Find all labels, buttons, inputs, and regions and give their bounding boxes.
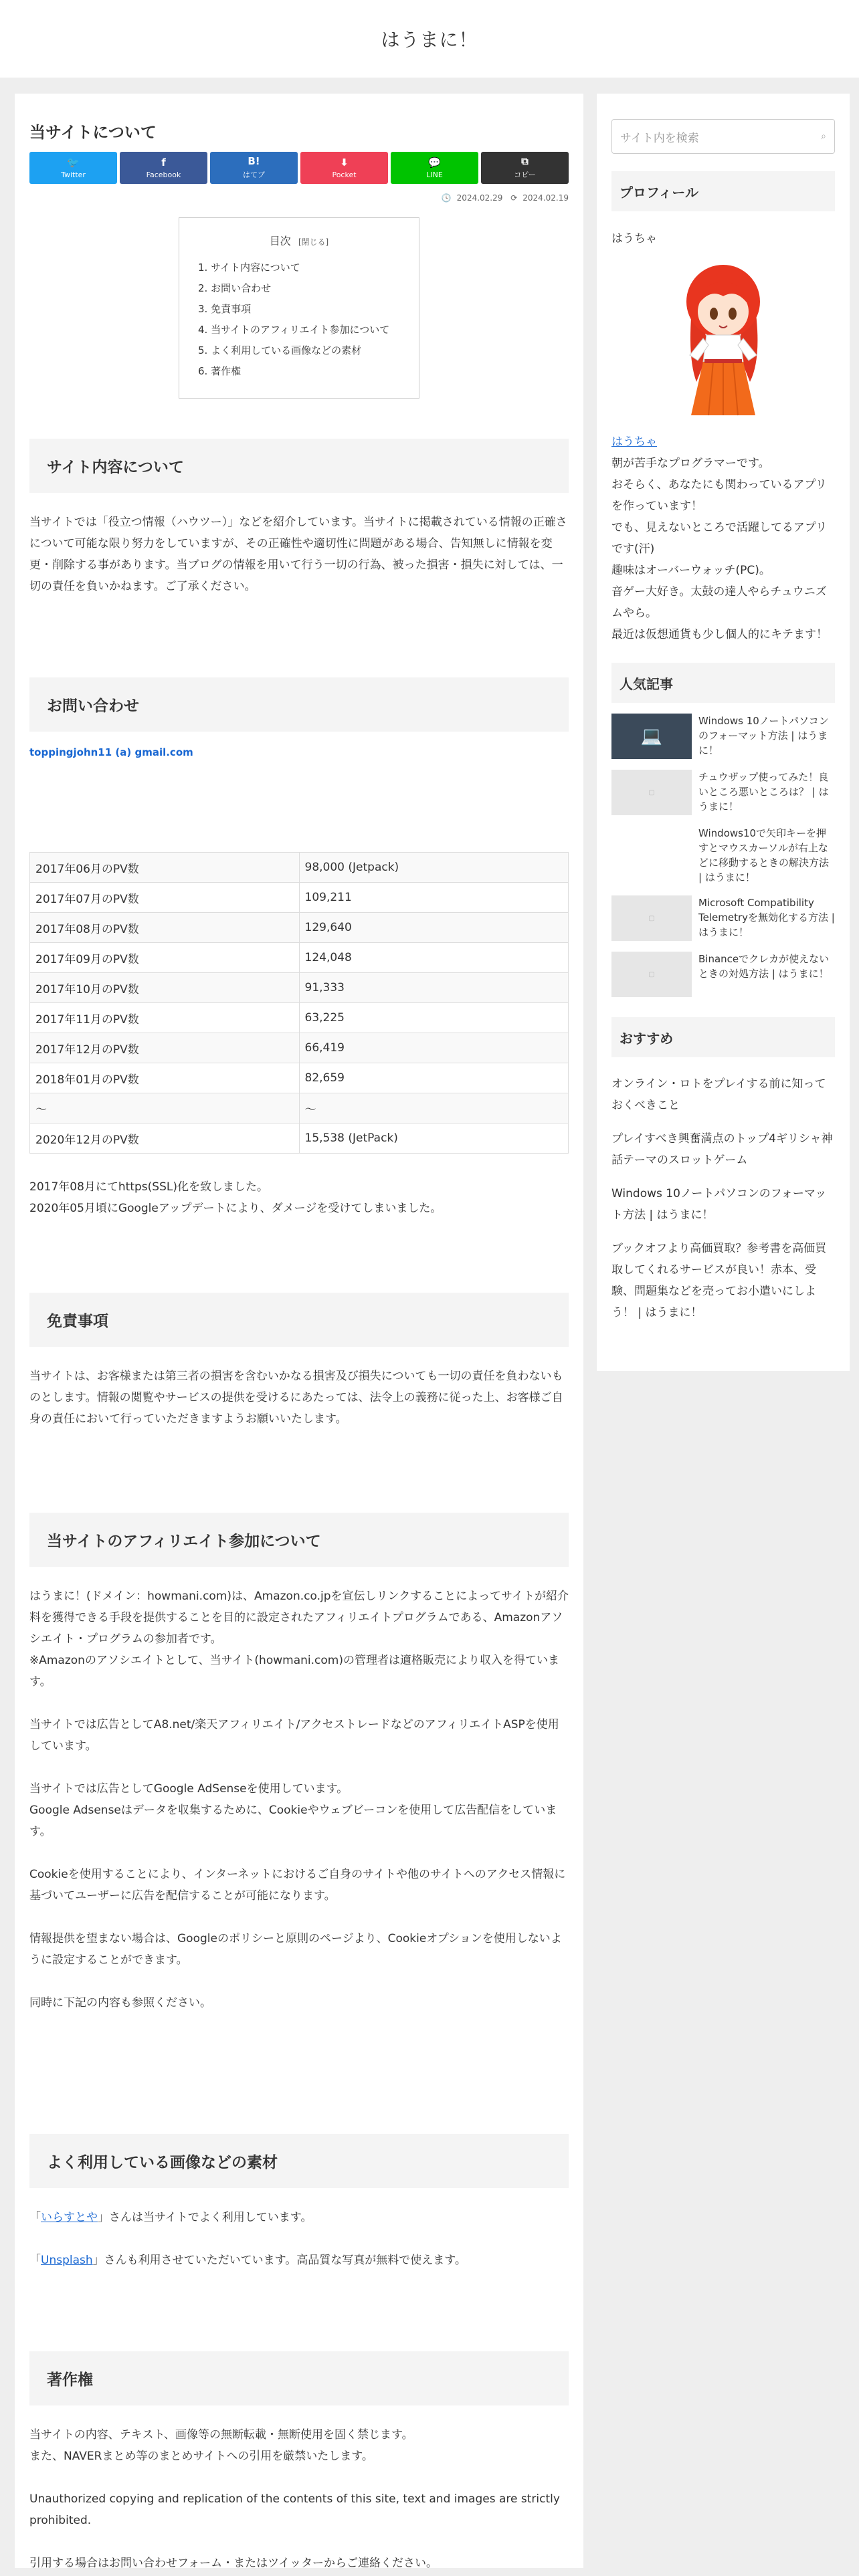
image-placeholder-icon: ▢ <box>648 970 655 978</box>
popular-thumbnail[interactable] <box>611 770 692 815</box>
affiliate-text-4: Cookieを使用することにより、インターネットにおけるご自身のサイトや他のサイトへのアクセス情報に基づいてユーザーに広告を配信することが可能になります。 <box>29 1868 566 1903</box>
table-row <box>30 1033 569 1063</box>
table-row <box>30 943 569 973</box>
affiliate-text-3b: Google Adsenseはデータを収集するために、Cookieやウェブビーコンを使用して広告配信をしています。 <box>29 1804 557 1838</box>
bracket-open: 「 <box>29 2254 41 2267</box>
pv-month-cell: 2020年12月のPV数 <box>30 1123 300 1154</box>
materials-line-2 <box>29 2250 569 2271</box>
profile-link-text[interactable]: はうちゃ <box>611 435 657 449</box>
share-label: Twitter <box>61 170 86 179</box>
contact-email-link[interactable]: toppingjohn11 (a) gmail.com <box>29 746 193 758</box>
post-dates <box>29 193 569 203</box>
profile-name: はうちゃ <box>611 232 657 245</box>
profile-link[interactable] <box>611 431 835 453</box>
pv-value-cell: 91,333 <box>299 973 569 1003</box>
line-icon: 💬 <box>428 156 441 169</box>
irasutoya-link[interactable]: いらすとや <box>41 2211 98 2224</box>
popular-thumbnail[interactable] <box>611 714 692 759</box>
image-placeholder-icon: ▢ <box>648 788 655 796</box>
affiliate-text-5: 情報提供を望まない場合は、Googleのポリシーと原則のページより、Cookieオプションを使用しないように設定することができます。 <box>29 1932 562 1967</box>
unsplash-link[interactable]: Unsplash <box>41 2254 93 2267</box>
laptop-icon: 💻 <box>640 726 663 746</box>
popular-item[interactable] <box>611 952 835 997</box>
toc-item[interactable]: 2. お問い合わせ <box>198 282 272 294</box>
popular-item[interactable] <box>611 826 835 885</box>
pv-month-cell: 2017年09月のPV数 <box>30 943 300 973</box>
pv-value-cell: 109,211 <box>299 883 569 913</box>
pv-month-cell: 2017年06月のPV数 <box>30 853 300 883</box>
share-copy-button[interactable] <box>481 152 569 184</box>
pv-month-cell: 2017年11月のPV数 <box>30 1003 300 1033</box>
profile-bio: 朝が苦手なプログラマーです。 おそらく、あなたにも関わっているアプリを作っています！ でも、見えないところで活躍してるアプリです(汗) 趣味はオーバーウォッチ(PC)。 音ゲー大好き。太鼓の達人やらチュウニズムやら。 最近は仮想通貨も少し個人的にキテます！ <box>611 457 828 641</box>
toc-title: 目次 <box>269 235 291 247</box>
pv-value-cell: 66,419 <box>299 1033 569 1063</box>
table-row <box>30 973 569 1003</box>
popular-title[interactable]: Windows10で矢印キーを押すとマウスカーソルが右上などに移動するときの解決方法 | はうまに！ <box>698 827 830 883</box>
avatar <box>611 255 835 422</box>
hatebu-icon: B! <box>248 155 260 167</box>
pv-value-cell: 124,048 <box>299 943 569 973</box>
search-placeholder: サイト内を検索 <box>620 131 699 145</box>
popular-title[interactable]: Binanceでクレカが使えないときの対処方法 | はうまに！ <box>698 953 830 980</box>
pv-value-cell: 129,640 <box>299 913 569 943</box>
share-label: Facebook <box>146 170 181 179</box>
site-content-text: 当サイトでは「役立つ情報（ハウツー）」などを紹介しています。当サイトに掲載されている情報の正確さについて可能な限り努力をしていますが、その正確性や適切性に問題がある場合、告知無しに情報を変更・削除する事があります。当ブログの情報を用いて行う一切の行為、被った損害・損失に対しては、一切の責任を負いかねます。ご了承ください。 <box>29 516 567 593</box>
share-label: はてブ <box>243 171 265 179</box>
site-title[interactable]: はうまに！ <box>381 29 478 51</box>
toc-item[interactable]: 6. 著作権 <box>198 365 242 377</box>
popular-thumbnail[interactable] <box>611 895 692 941</box>
pv-month-cell: 〜 <box>30 1093 300 1123</box>
popular-title[interactable]: チュウザップ使ってみた！良いところ悪いところは？ | はうまに！ <box>698 771 829 813</box>
affiliate-text-6: 同時に下記の内容も参照ください。 <box>29 1996 211 2010</box>
recommend-item[interactable]: オンライン・ロトをプレイする前に知っておくべきこと <box>611 1077 826 1112</box>
pv-value-cell: 〜 <box>299 1093 569 1123</box>
share-label: コピー <box>514 171 536 179</box>
copy-icon: ⧉ <box>521 155 529 167</box>
table-row <box>30 883 569 913</box>
avatar-illustration <box>656 255 790 422</box>
table-row <box>30 1063 569 1093</box>
affiliate-text-2: 当サイトでは広告としてA8.net/楽天アフィリエイト/アクセストレードなどのアフィリエイトASPを使用しています。 <box>29 1718 559 1753</box>
recommend-heading: おすすめ <box>611 1017 835 1057</box>
disclaimer-text: 当サイトは、お客様または第三者の損害を含むいかなる損害及び損失についても一切の責任を負わないものとします。情報の閲覧やサービスの提供を受けるにあたっては、法令上の義務に従った上、お客様ご自身の責任において行っていただきますようお願いいたします。 <box>29 1370 563 1426</box>
toc-toggle[interactable]: [閉じる] <box>298 237 329 247</box>
materials-text: 」さんも利用させていただいています。高品質な写真が無料で使えます。 <box>92 2254 466 2267</box>
twitter-icon: 🐦 <box>67 156 80 169</box>
affiliate-text-1b: ※Amazonのアソシエイトとして、当サイト(howmani.com)の管理者は適格販売により収入を得ています。 <box>29 1654 559 1689</box>
materials-line-1 <box>29 2207 569 2228</box>
updated-date: 2024.02.19 <box>522 193 569 203</box>
pv-value-cell: 15,538 (JetPack) <box>299 1123 569 1154</box>
facebook-icon: f <box>161 156 166 169</box>
table-row <box>30 913 569 943</box>
toc-item[interactable]: 1. サイト内容について <box>198 261 300 274</box>
popular-item[interactable] <box>611 770 835 815</box>
pv-value-cell: 82,659 <box>299 1063 569 1093</box>
search-icon[interactable]: ⌕ <box>821 131 826 142</box>
published-date: 2024.02.29 <box>456 193 503 203</box>
copyright-text-1b: また、NAVERまとめ等のまとめサイトへの引用を厳禁いたします。 <box>29 2450 373 2463</box>
pv-value-cell: 98,000 (Jetpack) <box>299 853 569 883</box>
pv-month-cell: 2018年01月のPV数 <box>30 1063 300 1093</box>
pv-month-cell: 2017年12月のPV数 <box>30 1033 300 1063</box>
image-placeholder-icon: ▢ <box>648 914 655 922</box>
toc-header <box>198 233 400 248</box>
table-row <box>30 1123 569 1154</box>
recommend-item[interactable]: Windows 10ノートパソコンのフォーマット方法 | はうまに！ <box>611 1187 827 1222</box>
copyright-text-1: 当サイトの内容、テキスト、画像等の無断転載・無断使用を固く禁じます。 <box>29 2428 413 2442</box>
pv-value-cell: 63,225 <box>299 1003 569 1033</box>
bracket-open: 「 <box>29 2211 41 2224</box>
popular-title[interactable]: Microsoft Compatibility Telemetryを無効化する方法 | はうまに！ <box>698 897 835 938</box>
share-twitter-button[interactable] <box>29 152 117 184</box>
site-header <box>0 0 859 78</box>
copyright-text-2: Unauthorized copying and replication of the contents of this site, text and images are strictly prohibited. <box>29 2492 560 2527</box>
share-line-button[interactable] <box>391 152 478 184</box>
update-note: 2020年05月頃にGoogleアップデートにより、ダメージを受けてしまいました。 <box>29 1202 442 1215</box>
affiliate-text-1: はうまに！(ドメイン：howmani.com)は、Amazon.co.jpを宣伝しリンクすることによってサイトが紹介料を獲得できる手段を提供することを目的に設定されたアフィリエイトプログラムである、Amazonアソシエイト・プログラムの参加者です。 <box>29 1590 569 1646</box>
table-row <box>30 1093 569 1123</box>
popular-item[interactable] <box>611 895 835 941</box>
popular-item[interactable] <box>611 714 835 759</box>
table-of-contents <box>179 217 419 399</box>
sidebar <box>597 94 850 1371</box>
share-label: LINE <box>426 170 443 179</box>
materials-text: 」さんは当サイトでよく利用しています。 <box>98 2211 312 2224</box>
table-row <box>30 853 569 883</box>
page-title: 当サイトについて <box>29 123 157 142</box>
copyright-text-3: 引用する場合はお問い合わせフォーム・またはツイッターからご連絡ください。 <box>29 2557 438 2570</box>
pocket-icon: ⬇ <box>340 156 349 169</box>
toc-item[interactable]: 4. 当サイトのアフィリエイト参加について <box>198 324 390 336</box>
refresh-icon: ⟳ <box>510 193 518 203</box>
popular-title[interactable]: Windows 10ノートパソコンのフォーマット方法 | はうまに！ <box>698 715 829 756</box>
toc-item[interactable]: 3. 免責事項 <box>198 303 252 315</box>
popular-heading: 人気記事 <box>611 663 835 703</box>
share-facebook-button[interactable] <box>120 152 207 184</box>
share-pocket-button[interactable] <box>300 152 388 184</box>
section-heading-site-content: サイト内容について <box>29 439 569 493</box>
search-input[interactable] <box>611 119 835 154</box>
toc-item[interactable]: 5. よく利用している画像などの素材 <box>198 344 362 356</box>
pv-month-cell: 2017年10月のPV数 <box>30 973 300 1003</box>
section-heading-copyright: 著作権 <box>29 2351 569 2405</box>
section-heading-disclaimer: 免責事項 <box>29 1293 569 1347</box>
recommend-item[interactable]: ブックオフより高価買取？参考書を高価買取してくれるサービスが良い！赤本、受験、問題集などを売ってお小遣いにしよう！ | はうまに！ <box>611 1242 827 1319</box>
share-label: Pocket <box>332 170 357 179</box>
share-buttons <box>29 152 569 184</box>
share-hatebu-button[interactable] <box>210 152 298 184</box>
section-heading-contact: お問い合わせ <box>29 677 569 732</box>
ssl-note: 2017年08月にてhttps(SSL)化を致しました。 <box>29 1180 268 1194</box>
popular-thumbnail[interactable] <box>611 826 692 871</box>
main-content <box>15 94 583 2568</box>
section-heading-materials: よく利用している画像などの素材 <box>29 2134 569 2188</box>
affiliate-text-3: 当サイトでは広告としてGoogle AdSenseを使用しています。 <box>29 1782 349 1796</box>
table-row <box>30 1003 569 1033</box>
section-heading-affiliate: 当サイトのアフィリエイト参加について <box>29 1513 569 1567</box>
popular-thumbnail[interactable] <box>611 952 692 997</box>
pv-month-cell: 2017年08月のPV数 <box>30 913 300 943</box>
pv-table <box>29 852 569 1154</box>
profile-heading: プロフィール <box>611 171 835 211</box>
recommend-item[interactable]: プレイすべき興奮満点のトップ4ギリシャ神話テーマのスロットゲーム <box>611 1132 833 1167</box>
clock-icon: 🕓 <box>441 193 452 203</box>
pv-month-cell: 2017年07月のPV数 <box>30 883 300 913</box>
